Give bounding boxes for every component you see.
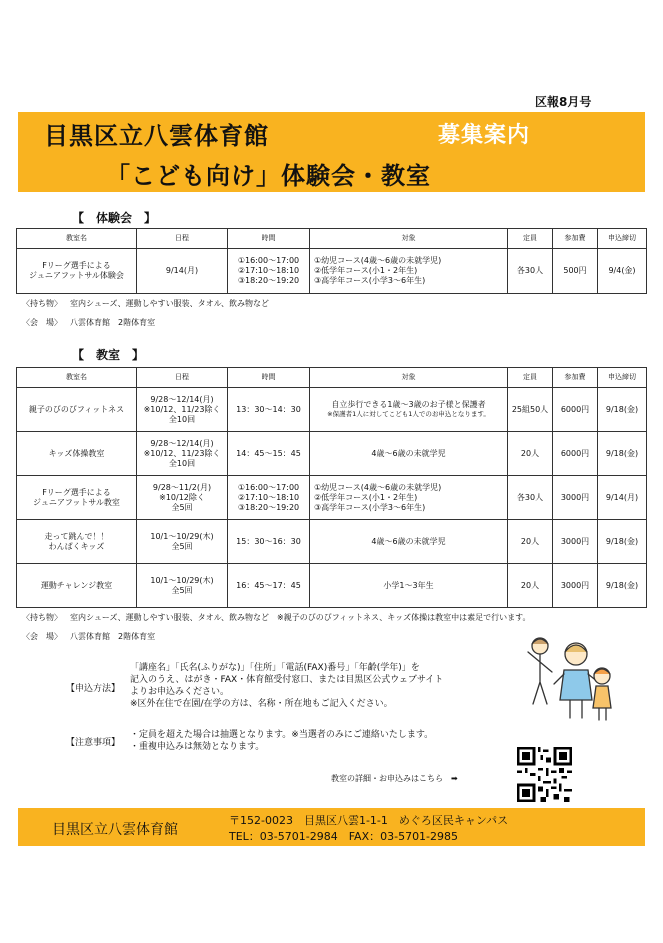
cell-fee: 6000円 — [553, 388, 598, 432]
cell-name: Fリーグ選手による ジュニアフットサル体験会 — [17, 249, 137, 294]
class-row — [17, 432, 647, 476]
cell-name: 走って跳んで！！ わんぱくキッズ — [17, 520, 137, 564]
cell-target: 4歳～6歳の未就学児 — [310, 432, 508, 476]
caution-text: ・定員を超えた場合は抽選となります。※当選者のみにご連絡いたします。 ・重複申込みは無効となります。 — [130, 730, 434, 752]
cell-capacity: 20人 — [508, 432, 553, 476]
column-header: 定員 — [508, 368, 553, 388]
class-row — [17, 520, 647, 564]
cell-fee: 3000円 — [553, 564, 598, 608]
cell-capacity: 各30人 — [508, 249, 553, 294]
cell-name: 運動チャレンジ教室 — [17, 564, 137, 608]
cell-date: 9/28～11/2(月) ※10/12除く 全5回 — [137, 476, 228, 520]
cell-time: 16：45～17：45 — [228, 564, 310, 608]
apply-text: 「講座名」「氏名(ふりがな)」「住所」「電話(FAX)番号」「年齢(学年)」を 記入のうえ、はがき・FAX・体育館受付窓口、または目黒区公式ウェブサイト よりお申込みください。 ※区外在住で在園/在学の方は、名称・所在地もご記入ください。 — [130, 663, 444, 709]
cell-deadline: 9/18(金) — [598, 564, 647, 608]
cell-deadline: 9/18(金) — [598, 432, 647, 476]
column-header: 参加費 — [553, 368, 598, 388]
cell-target: 自立歩行できる1歳～3歳のお子様と保護者 ※保護者1人に対してこども1人でのお申込となります。 — [310, 388, 508, 432]
column-header: 対象 — [310, 229, 508, 249]
cell-fee: 500円 — [553, 249, 598, 294]
trial-venue-note: 〈会 場〉 八雲体育館 2階体育室 — [22, 318, 156, 327]
trial-items-note: 〈持ち物〉 室内シューズ、運動しやすい服装、タオル、飲み物など — [22, 299, 270, 308]
cell-fee: 3000円 — [553, 520, 598, 564]
cell-capacity: 各30人 — [508, 476, 553, 520]
issue-label: 区報8月号 — [535, 95, 592, 109]
classes-items-note: 〈持ち物〉 室内シューズ、運動しやすい服装、タオル、飲み物など ※親子のびのびフィットネス、キッズ体操は教室中は素足で行います。 — [22, 613, 531, 622]
cell-deadline: 9/4(金) — [598, 249, 647, 294]
cell-name: キッズ体操教室 — [17, 432, 137, 476]
column-header: 教室名 — [17, 368, 137, 388]
people-illustration-icon — [518, 632, 616, 724]
column-header: 対象 — [310, 368, 508, 388]
column-header: 定員 — [508, 229, 553, 249]
cell-deadline: 9/18(金) — [598, 388, 647, 432]
footer-org-name: 目黒区立八雲体育館 — [52, 822, 178, 838]
trial-table — [16, 228, 647, 294]
cell-date: 10/1～10/29(木) 全5回 — [137, 520, 228, 564]
classes-venue-note: 〈会 場〉 八雲体育館 2階体育室 — [22, 632, 156, 641]
class-row — [17, 564, 647, 608]
cell-time: ①16:00～17:00 ②17:10～18:10 ③18:20～19:20 — [228, 249, 310, 294]
class-row — [17, 476, 647, 520]
column-header: 時間 — [228, 229, 310, 249]
caution-label: 【注意事項】 — [66, 738, 121, 748]
details-link[interactable]: 教室の詳細・お申込みはこちら ➡ — [331, 774, 458, 783]
cell-time: 15：30～16：30 — [228, 520, 310, 564]
recruit-label: 募集案内 — [438, 123, 531, 148]
cell-name: Fリーグ選手による ジュニアフットサル教室 — [17, 476, 137, 520]
column-header: 参加費 — [553, 229, 598, 249]
trial-heading: 【 体験会 】 — [72, 211, 157, 225]
cell-fee: 3000円 — [553, 476, 598, 520]
cell-time: 13：30～14：30 — [228, 388, 310, 432]
class-row — [17, 388, 647, 432]
footer-banner — [18, 808, 645, 846]
cell-capacity: 25組50人 — [508, 388, 553, 432]
classes-table — [16, 367, 647, 608]
cell-capacity: 20人 — [508, 564, 553, 608]
cell-target: ①幼児コース(4歳～6歳の未就学児) ②低学年コース(小1・2年生) ③高学年コース(小学3～6年生) — [310, 476, 508, 520]
organization-title: 目黒区立八雲体育館 — [44, 122, 269, 150]
cell-deadline: 9/14(月) — [598, 476, 647, 520]
cell-fee: 6000円 — [553, 432, 598, 476]
classes-heading: 【 教室 】 — [72, 348, 145, 362]
footer-contact: TEL：03-5701-2984 FAX：03-5701-2985 — [229, 830, 459, 843]
cell-target: ①幼児コース(4歳～6歳の未就学児) ②低学年コース(小1・2年生) ③高学年コース(小学3～6年生) — [310, 249, 508, 294]
cell-date: 9/28～12/14(月) ※10/12、11/23除く 全10回 — [137, 388, 228, 432]
cell-date: 9/14(月) — [137, 249, 228, 294]
page-title: 「こども向け」体験会・教室 — [106, 162, 431, 190]
cell-capacity: 20人 — [508, 520, 553, 564]
cell-time: 14：45～15：45 — [228, 432, 310, 476]
column-header: 日程 — [137, 368, 228, 388]
cell-deadline: 9/18(金) — [598, 520, 647, 564]
footer-address: 〒152-0023 目黒区八雲1-1-1 めぐろ区民キャンパス — [229, 814, 509, 827]
cell-date: 10/1～10/29(木) 全5回 — [137, 564, 228, 608]
column-header: 申込締切 — [598, 229, 647, 249]
cell-time: ①16:00～17:00 ②17:10～18:10 ③18:20～19:20 — [228, 476, 310, 520]
column-header: 申込締切 — [598, 368, 647, 388]
qr-code-icon[interactable] — [517, 747, 572, 802]
column-header: 時間 — [228, 368, 310, 388]
apply-label: 【申込方法】 — [66, 684, 121, 694]
cell-target: 小学1～3年生 — [310, 564, 508, 608]
trial-row — [17, 249, 647, 294]
header-banner — [18, 112, 645, 192]
column-header: 教室名 — [17, 229, 137, 249]
cell-date: 9/28～12/14(月) ※10/12、11/23除く 全10回 — [137, 432, 228, 476]
cell-target: 4歳～6歳の未就学児 — [310, 520, 508, 564]
column-header: 日程 — [137, 229, 228, 249]
cell-name: 親子のびのびフィットネス — [17, 388, 137, 432]
